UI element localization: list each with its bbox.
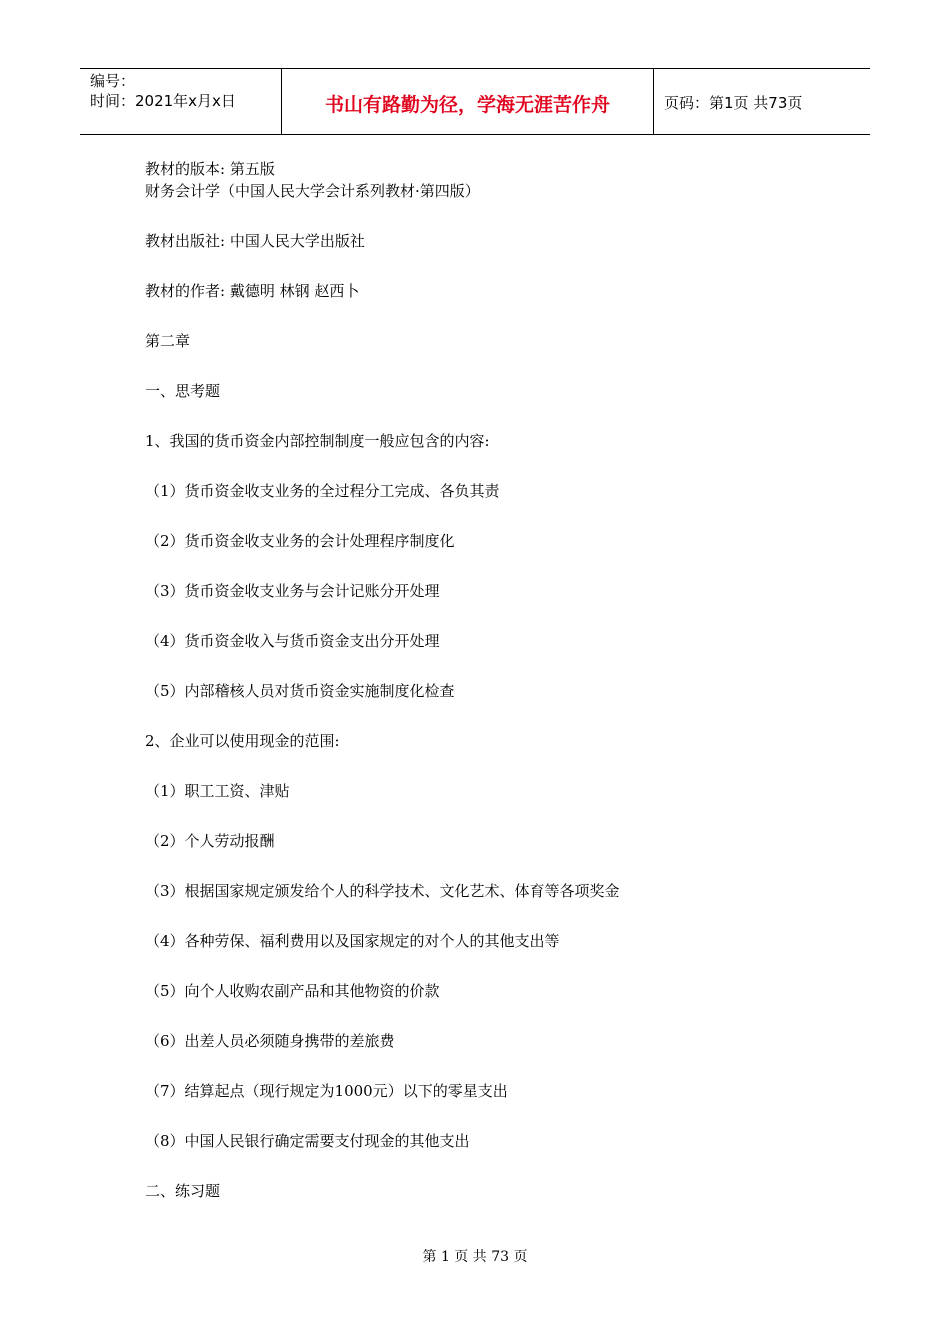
- body-line: （1）货币资金收支业务的全过程分工完成、各负其责: [145, 482, 500, 500]
- header-meta: [80, 69, 282, 134]
- header-page-info: 页码：第1页 共73页: [664, 94, 803, 112]
- document-body: [145, 158, 845, 1202]
- body-line: （3）根据国家规定颁发给个人的科学技术、文化艺术、体育等各项奖金: [145, 882, 620, 900]
- body-line: 二、练习题: [145, 1182, 221, 1200]
- document-number-label: 编号：: [90, 72, 136, 90]
- page-footer: 第 1 页 共 73 页: [422, 1249, 528, 1265]
- body-line: （8）中国人民银行确定需要支付现金的其他支出: [145, 1132, 470, 1150]
- document-time-label: 时间：2021年x月x日: [90, 92, 236, 110]
- body-line: 2、企业可以使用现金的范围:: [145, 732, 340, 750]
- body-line: （1）职工工资、津贴: [145, 782, 290, 800]
- body-line: 财务会计学（中国人民大学会计系列教材·第四版）: [145, 182, 480, 200]
- body-line: （2）个人劳动报酬: [145, 832, 275, 850]
- body-line: （5）向个人收购农副产品和其他物资的价款: [145, 982, 440, 1000]
- body-line: （3）货币资金收支业务与会计记账分开处理: [145, 582, 440, 600]
- body-line: 一、思考题: [145, 382, 221, 400]
- body-line: 1、我国的货币资金内部控制制度一般应包含的内容:: [145, 432, 490, 450]
- body-line: 教材的作者: 戴德明 林钢 赵西卜: [145, 282, 360, 300]
- header-motto: 书山有路勤为径，学海无涯苦作舟: [282, 69, 654, 134]
- body-line: 第二章: [145, 332, 191, 350]
- body-line: （4）各种劳保、福利费用以及国家规定的对个人的其他支出等: [145, 932, 560, 950]
- body-line: （6）出差人员必须随身携带的差旅费: [145, 1032, 395, 1050]
- body-line: （7）结算起点（现行规定为1000元）以下的零星支出: [145, 1082, 508, 1100]
- body-line: 教材出版社: 中国人民大学出版社: [145, 232, 365, 250]
- page-header: [80, 68, 870, 135]
- body-line: （4）货币资金收入与货币资金支出分开处理: [145, 632, 440, 650]
- body-line: 教材的版本: 第五版: [145, 160, 275, 178]
- body-line: （5）内部稽核人员对货币资金实施制度化检查: [145, 682, 455, 700]
- body-line: （2）货币资金收支业务的会计处理程序制度化: [145, 532, 455, 550]
